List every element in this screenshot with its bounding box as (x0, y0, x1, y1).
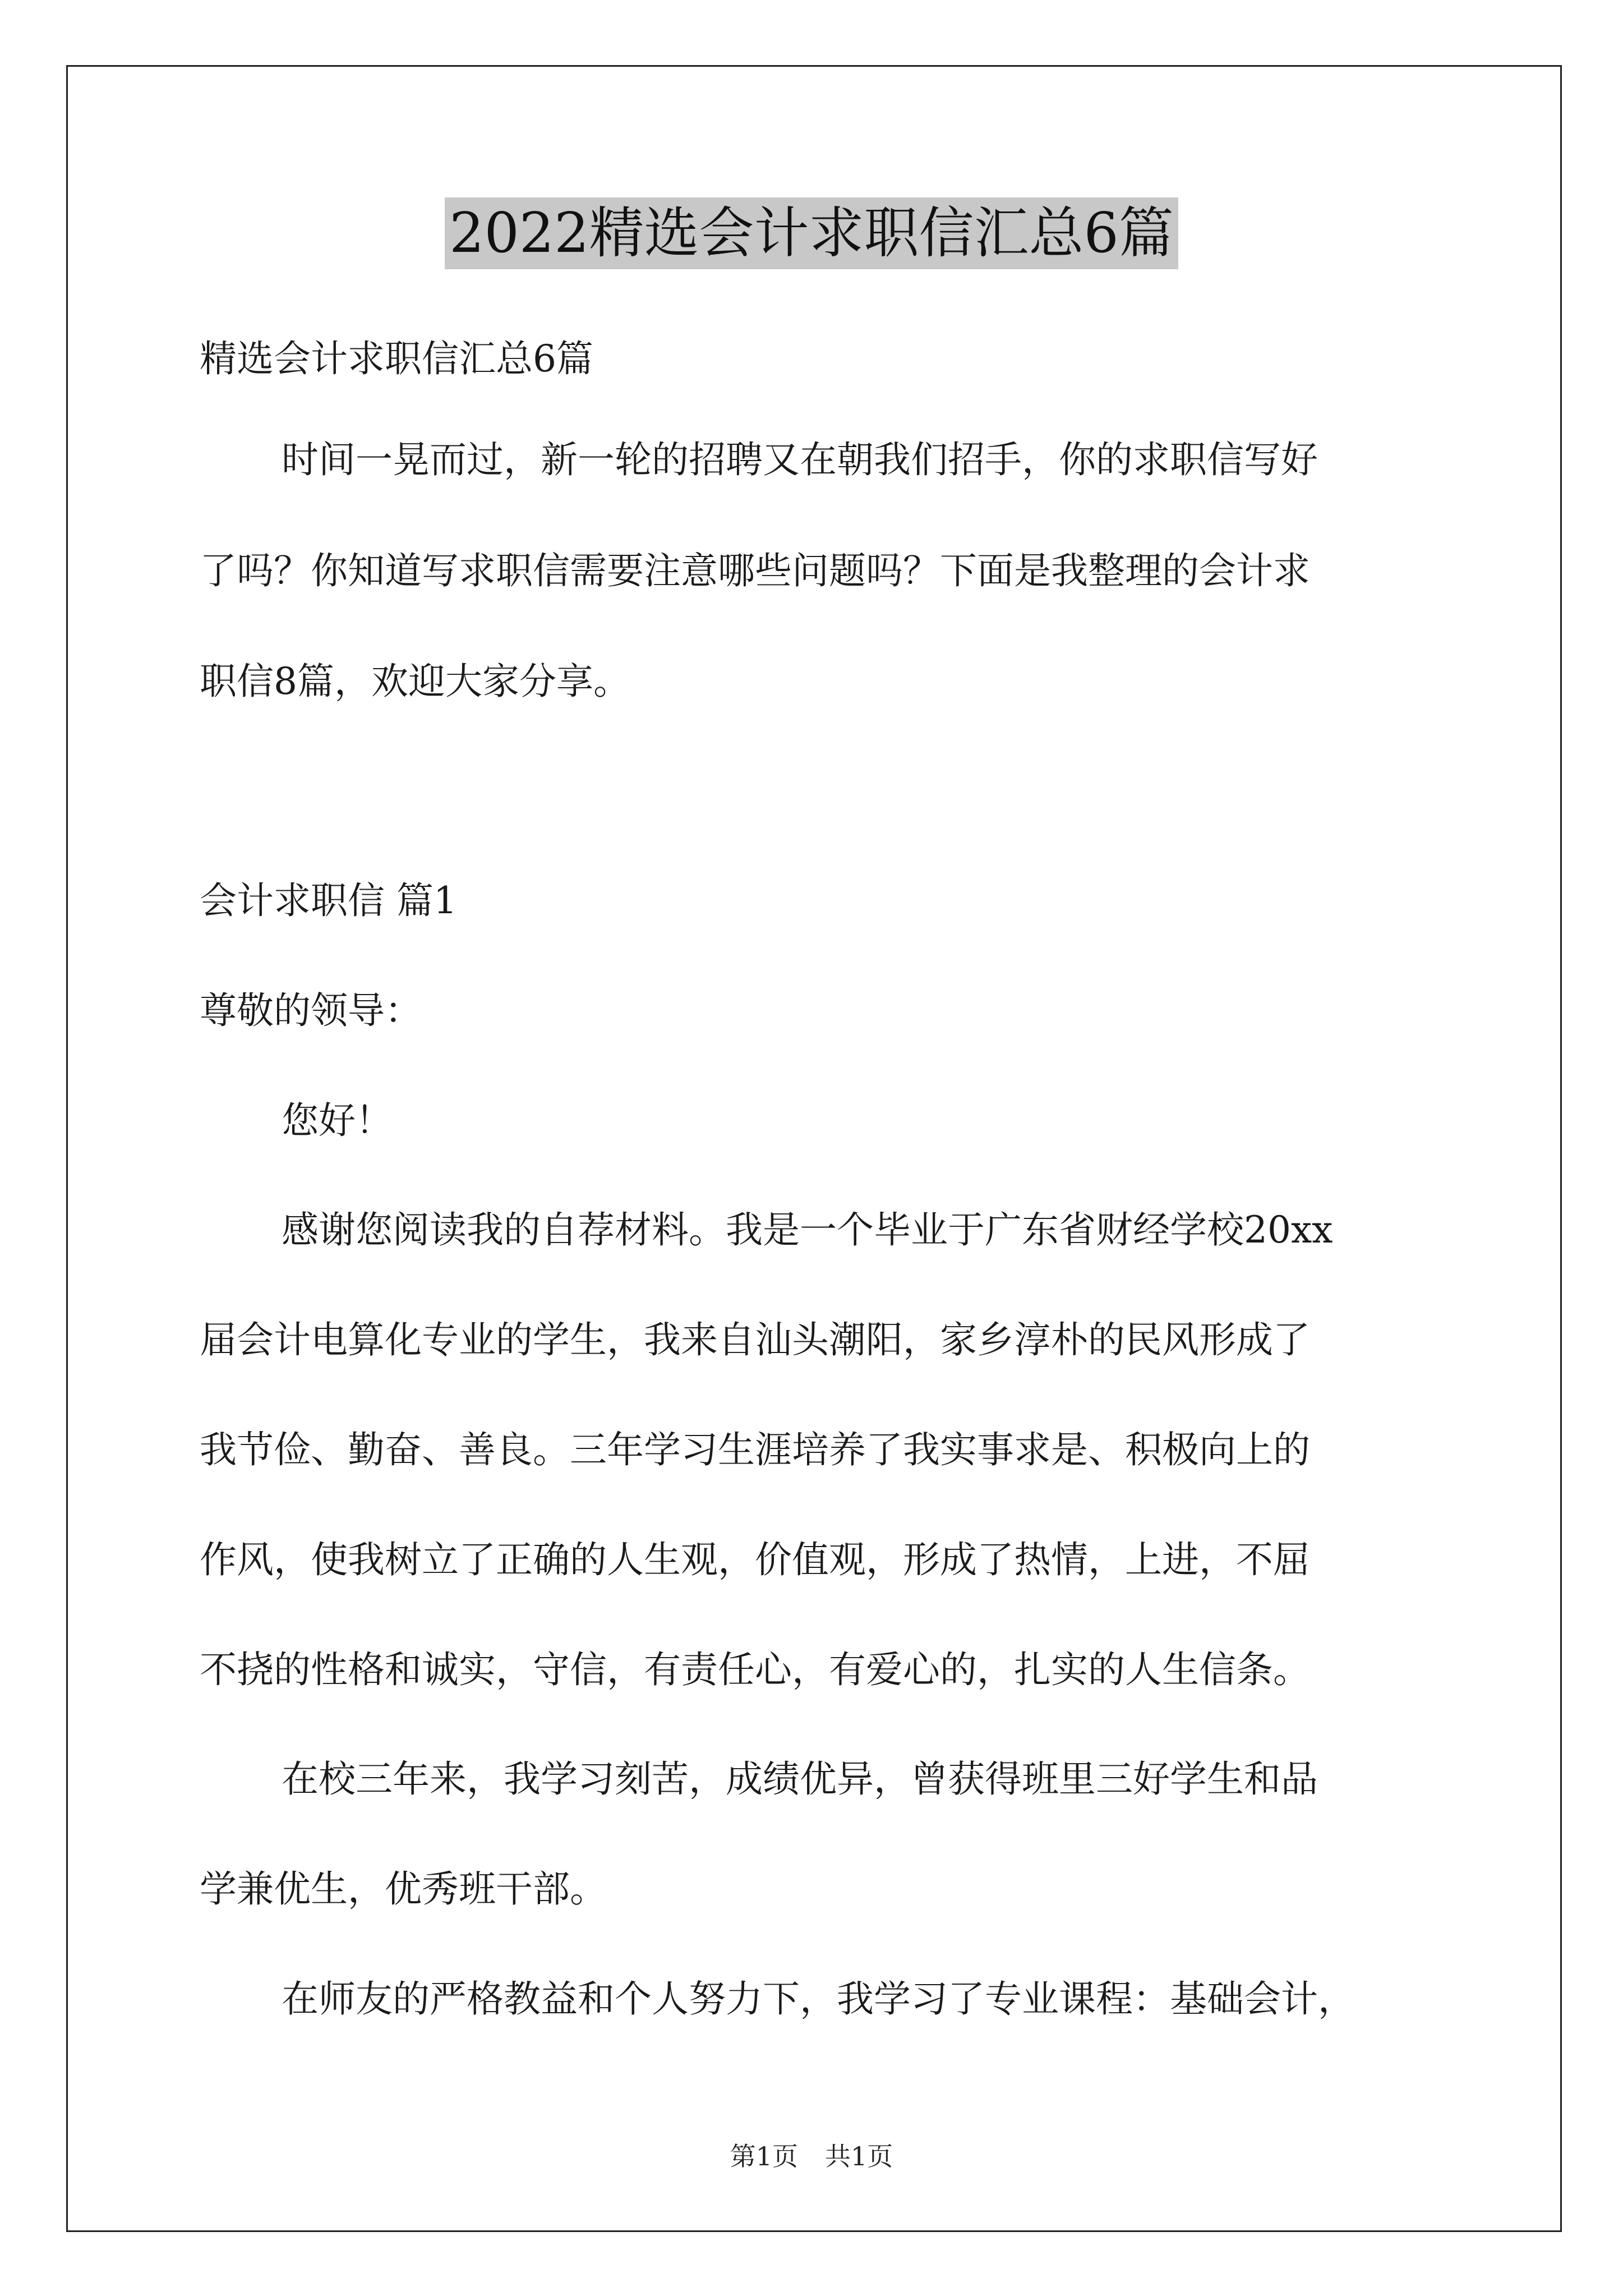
body-line-7: 学兼优生，优秀班干部。 (200, 1867, 607, 1911)
page-number-total: 共1页 (825, 2141, 893, 2171)
salutation: 尊敬的领导： (200, 989, 422, 1032)
body-line-3: 我节俭、勤奋、善良。三年学习生涯培养了我实事求是、积极向上的 (200, 1428, 1310, 1471)
title-container (0, 197, 1623, 269)
page-footer (0, 2141, 1623, 2172)
document-subtitle: 精选会计求职信汇总6篇 (200, 337, 593, 380)
intro-line-1: 时间一晃而过，新一轮的招聘又在朝我们招手，你的求职信写好 (282, 438, 1318, 481)
page-number-current: 第1页 (730, 2141, 798, 2171)
document-title: 2022精选会计求职信汇总6篇 (445, 197, 1178, 269)
section-heading: 会计求职信 篇1 (200, 879, 457, 922)
intro-line-3: 职信8篇，欢迎大家分享。 (200, 660, 630, 703)
body-line-5: 不挠的性格和诚实，守信，有责任心，有爱心的，扎实的人生信条。 (200, 1648, 1310, 1691)
intro-line-2: 了吗？你知道写求职信需要注意哪些问题吗？下面是我整理的会计求 (200, 549, 1310, 592)
body-line-2: 届会计电算化专业的学生，我来自汕头潮阳，家乡淳朴的民风形成了 (200, 1318, 1310, 1361)
body-line-4: 作风，使我树立了正确的人生观，价值观，形成了热情，上进，不屈 (200, 1538, 1310, 1581)
body-line-1: 感谢您阅读我的自荐材料。我是一个毕业于广东省财经学校20xx (282, 1208, 1333, 1251)
greeting: 您好！ (282, 1099, 393, 1142)
body-line-6: 在校三年来，我学习刻苦，成绩优异，曾获得班里三好学生和品 (282, 1757, 1318, 1801)
body-line-8: 在师友的严格教益和个人努力下，我学习了专业课程：基础会计， (282, 1977, 1355, 2021)
